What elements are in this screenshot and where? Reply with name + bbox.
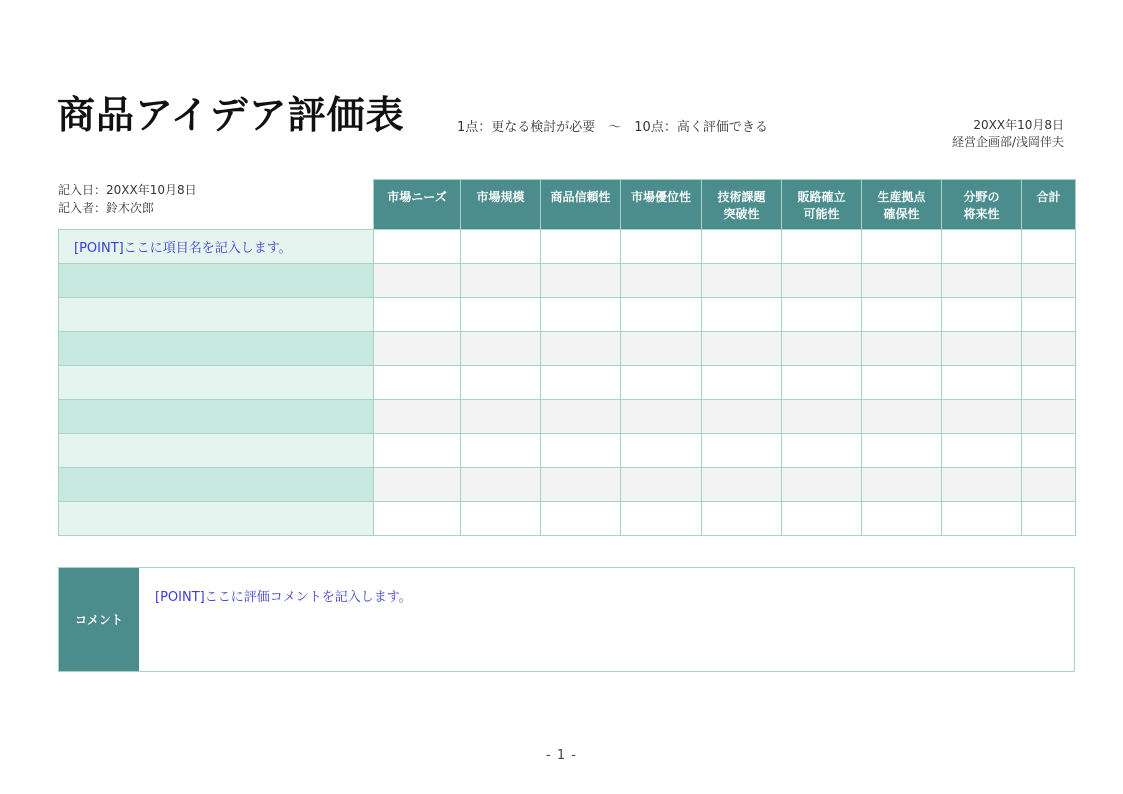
score-cell[interactable]: [541, 230, 621, 264]
column-header: 合計: [1022, 180, 1076, 230]
score-cell[interactable]: [942, 434, 1022, 468]
column-header: 商品信頼性: [541, 180, 621, 230]
table-row: [59, 230, 1076, 264]
score-cell[interactable]: [942, 502, 1022, 536]
column-header: 生産拠点 確保性: [862, 180, 942, 230]
score-cell[interactable]: [702, 230, 782, 264]
score-cell[interactable]: [374, 468, 461, 502]
score-cell[interactable]: [782, 468, 862, 502]
score-cell[interactable]: [702, 264, 782, 298]
score-cell[interactable]: [374, 502, 461, 536]
score-cell[interactable]: [702, 400, 782, 434]
score-cell[interactable]: [461, 468, 541, 502]
table-row: [59, 332, 1076, 366]
score-cell[interactable]: [374, 298, 461, 332]
item-name-cell[interactable]: [59, 434, 374, 468]
score-cell[interactable]: [782, 298, 862, 332]
score-cell[interactable]: [541, 434, 621, 468]
score-cell[interactable]: [862, 264, 942, 298]
evaluation-table: [58, 179, 1076, 536]
score-cell[interactable]: [782, 264, 862, 298]
score-cell[interactable]: [374, 366, 461, 400]
score-cell[interactable]: [621, 264, 702, 298]
score-cell[interactable]: [621, 502, 702, 536]
score-cell[interactable]: [862, 366, 942, 400]
score-cell[interactable]: [782, 434, 862, 468]
item-name-cell[interactable]: [59, 366, 374, 400]
table-row: [59, 264, 1076, 298]
score-cell[interactable]: [1022, 502, 1076, 536]
department-author: 経営企画部/浅岡伴夫: [951, 135, 1064, 149]
document-date: 20XX年10月8日: [973, 118, 1064, 132]
item-name-cell[interactable]: [59, 502, 374, 536]
column-header: 技術課題 突破性: [702, 180, 782, 230]
score-cell[interactable]: [541, 400, 621, 434]
score-cell[interactable]: [621, 468, 702, 502]
score-cell[interactable]: [541, 264, 621, 298]
score-cell[interactable]: [374, 400, 461, 434]
table-row: [59, 366, 1076, 400]
score-cell[interactable]: [541, 332, 621, 366]
score-cell[interactable]: [942, 468, 1022, 502]
comment-text[interactable]: [POINT]ここに評価コメントを記入します。: [155, 590, 412, 605]
comment-box: [58, 567, 1075, 672]
document-meta: [952, 117, 1064, 151]
comment-label: コメント: [59, 568, 139, 671]
scoring-scale-note: 1点：更なる検討が必要 ～ 10点：高く評価できる: [457, 120, 768, 135]
column-header: 市場優位性: [621, 180, 702, 230]
item-name-cell[interactable]: [59, 264, 374, 298]
page-number: - 1 -: [546, 748, 577, 763]
score-cell[interactable]: [702, 366, 782, 400]
item-name-cell[interactable]: [59, 332, 374, 366]
score-cell[interactable]: [942, 400, 1022, 434]
score-cell[interactable]: [374, 264, 461, 298]
score-cell[interactable]: [782, 230, 862, 264]
score-cell[interactable]: [702, 434, 782, 468]
score-cell[interactable]: [461, 264, 541, 298]
page-title: 商品アイデア評価表: [57, 93, 405, 137]
score-cell[interactable]: [782, 366, 862, 400]
score-cell[interactable]: [942, 230, 1022, 264]
score-cell[interactable]: [702, 332, 782, 366]
score-cell[interactable]: [621, 400, 702, 434]
column-header: 分野の 将来性: [942, 180, 1022, 230]
score-cell[interactable]: [621, 332, 702, 366]
score-cell[interactable]: [621, 230, 702, 264]
header-spacer: [59, 180, 374, 230]
table-row: [59, 298, 1076, 332]
score-cell[interactable]: [1022, 230, 1076, 264]
score-cell[interactable]: [1022, 298, 1076, 332]
table-row: [59, 502, 1076, 536]
score-cell[interactable]: [782, 400, 862, 434]
column-header: 市場規模: [461, 180, 541, 230]
column-header: 販路確立 可能性: [782, 180, 862, 230]
item-name-cell[interactable]: [59, 468, 374, 502]
score-cell[interactable]: [862, 502, 942, 536]
score-cell[interactable]: [374, 230, 461, 264]
column-header: 市場ニーズ: [374, 180, 461, 230]
score-cell[interactable]: [942, 264, 1022, 298]
score-cell[interactable]: [461, 434, 541, 468]
score-cell[interactable]: [702, 298, 782, 332]
score-cell[interactable]: [461, 298, 541, 332]
score-cell[interactable]: [862, 400, 942, 434]
score-cell[interactable]: [461, 230, 541, 264]
score-cell[interactable]: [862, 332, 942, 366]
score-cell[interactable]: [1022, 468, 1076, 502]
score-cell[interactable]: [942, 332, 1022, 366]
score-cell[interactable]: [461, 400, 541, 434]
score-cell[interactable]: [374, 434, 461, 468]
score-cell[interactable]: [1022, 264, 1076, 298]
score-cell[interactable]: [1022, 332, 1076, 366]
score-cell[interactable]: [374, 332, 461, 366]
score-cell[interactable]: [942, 298, 1022, 332]
score-cell[interactable]: [621, 298, 702, 332]
score-cell[interactable]: [862, 468, 942, 502]
score-cell[interactable]: [1022, 400, 1076, 434]
table-row: [59, 434, 1076, 468]
score-cell[interactable]: [461, 332, 541, 366]
score-cell[interactable]: [461, 502, 541, 536]
score-cell[interactable]: [541, 366, 621, 400]
score-cell[interactable]: [621, 366, 702, 400]
score-cell[interactable]: [541, 468, 621, 502]
score-cell[interactable]: [621, 434, 702, 468]
table-row: [59, 468, 1076, 502]
table-header-row: [59, 180, 1076, 230]
score-cell[interactable]: [541, 502, 621, 536]
item-name-cell[interactable]: [59, 298, 374, 332]
item-name-cell[interactable]: [59, 400, 374, 434]
score-cell[interactable]: [862, 434, 942, 468]
score-cell[interactable]: [461, 366, 541, 400]
score-cell[interactable]: [702, 468, 782, 502]
table-row: [59, 400, 1076, 434]
score-cell[interactable]: [862, 230, 942, 264]
score-cell[interactable]: [782, 332, 862, 366]
record-date: 記入日：20XX年10月8日: [58, 183, 197, 197]
score-cell[interactable]: [1022, 434, 1076, 468]
record-author: 記入者：鈴木次郎: [58, 201, 155, 215]
score-cell[interactable]: [942, 366, 1022, 400]
score-cell[interactable]: [862, 298, 942, 332]
score-cell[interactable]: [1022, 366, 1076, 400]
item-name-cell[interactable]: [POINT]ここに項目名を記入します。: [59, 230, 374, 264]
score-cell[interactable]: [782, 502, 862, 536]
score-cell[interactable]: [541, 298, 621, 332]
score-cell[interactable]: [702, 502, 782, 536]
